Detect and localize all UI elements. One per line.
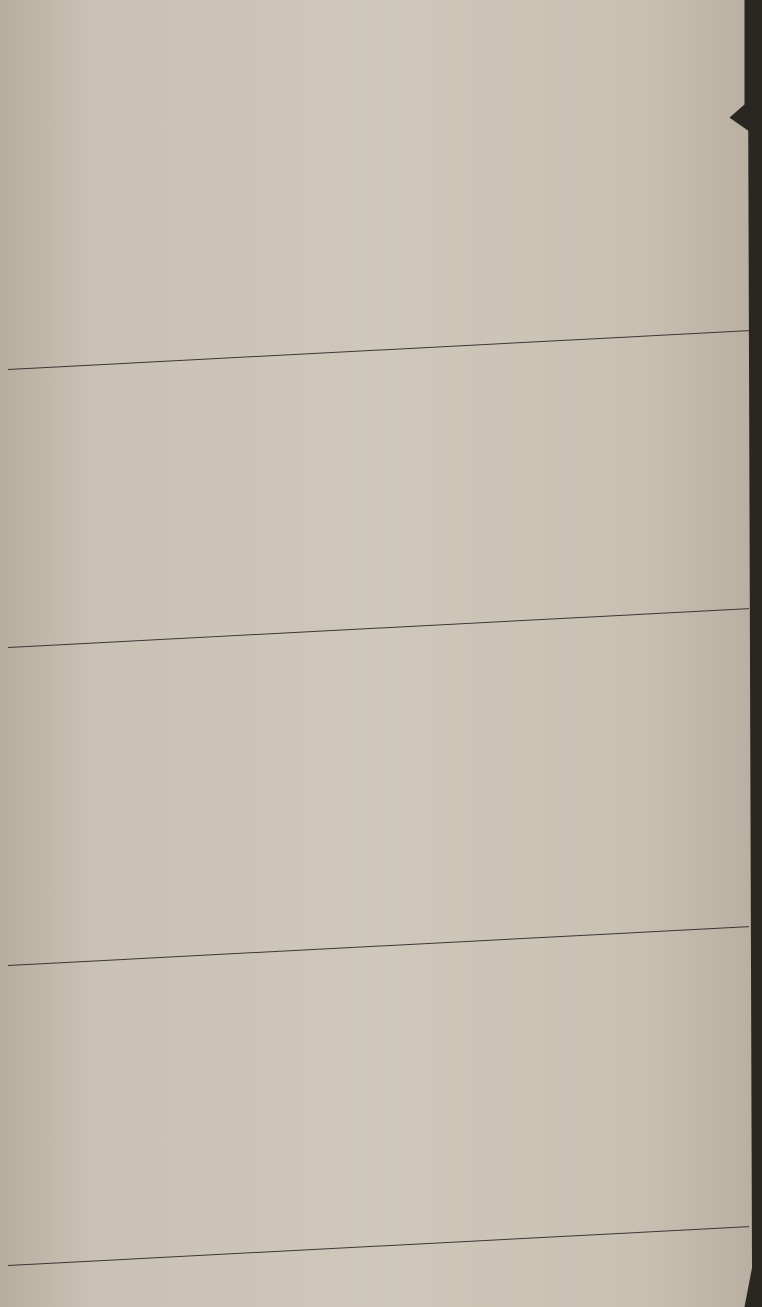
total-rule [8,330,749,370]
total-rule [8,1226,749,1266]
total-rule [8,926,749,966]
total-rule [8,608,749,648]
